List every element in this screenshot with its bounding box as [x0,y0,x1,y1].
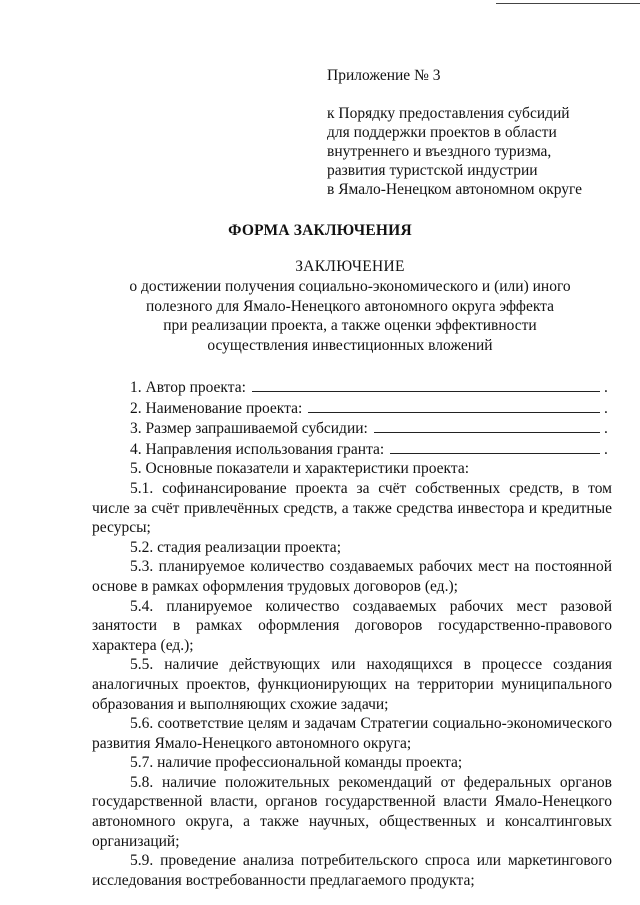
field-end: . [604,440,608,458]
field-author [92,377,612,398]
section-5-item: 5.1. софинансирование проекта за счёт собственных средств, в том числе за счёт привлечённых средств, а также средства инвестора и кредитные ресурсы; [92,479,612,537]
field-label: 4. Направления использования гранта: [130,440,385,458]
field-grant-directions [92,439,612,460]
field-end: . [604,399,608,417]
field-label: 2. Наименование проекта: [130,399,303,417]
appendix-reference-line: внутреннего и въездного туризма, [327,143,552,160]
field-end: . [604,379,608,396]
field-subsidy-amount [92,418,612,439]
section-5-item: 5.8. наличие положительных рекомендаций от федеральных органов государственной власти, органов государственной власти Ямало-Ненецкого автономного округа, а также научных, общественных и консалтинговых организаций; [92,773,612,850]
form-title: ФОРМА ЗАКЛЮЧЕНИЯ [228,222,412,239]
fill-line [390,439,600,454]
conclusion-subtitle-line: при реализации проекта, а также оценки эффективности [163,317,537,334]
fill-line [252,377,600,392]
appendix-reference-line: для поддержки проектов в области [327,124,557,141]
appendix-reference-line: развития туристской индустрии [327,162,538,179]
section-5-item: 5.4. планируемое количество создаваемых рабочих мест разовой занятости в рамках оформления договоров государственно-правового характера (ед.); [92,597,612,654]
field-label: 1. Автор проекта: [130,379,246,396]
section-5-heading: 5. Основные показатели и характеристики проекта: [130,460,470,478]
field-end: . [604,420,608,438]
conclusion-subtitle-line: осуществления инвестиционных вложений [207,336,493,354]
section-5-item: 5.7. наличие профессиональной команды проекта; [130,754,463,772]
appendix-reference-line: к Порядку предоставления субсидий [327,105,570,122]
top-rule [496,3,640,4]
conclusion-title: ЗАКЛЮЧЕНИЕ [295,258,405,275]
field-label: 3. Размер запрашиваемой субсидии: [130,420,368,438]
document-body [92,377,612,890]
appendix-reference-line: в Ямало-Ненецком автономном округе [327,181,583,198]
appendix-reference [327,104,627,199]
appendix-label: Приложение № 3 [327,67,441,84]
conclusion-subtitle-line: о достижении получения социально-экономического и (или) иного [129,278,571,295]
section-5-item: 5.9. проведение анализа потребительского спроса или маркетингового исследования востребованности предлагаемого продукта; [92,852,612,889]
fill-line [308,398,600,413]
section-5-item: 5.3. планируемое количество создаваемых рабочих мест на постоянной основе в рамках оформления трудовых договоров (ед.); [92,558,612,595]
section-5-item: 5.6. соответствие целям и задачам Стратегии социально-экономического развития Ямало-Ненецкого автономного округа; [92,715,612,752]
section-5-item: 5.2. стадия реализации проекта; [130,538,341,556]
conclusion-subtitle-line: полезного для Ямало-Ненецкого автономного округа эффекта [146,297,554,315]
field-project-name [92,398,612,419]
fill-line [374,418,600,433]
section-5-item: 5.5. наличие действующих или находящихся в процессе создания аналогичных проектов, функционирующих на территории муниципального образования и выполняющих схожие задачи; [92,656,612,713]
conclusion-subtitle [0,277,640,355]
